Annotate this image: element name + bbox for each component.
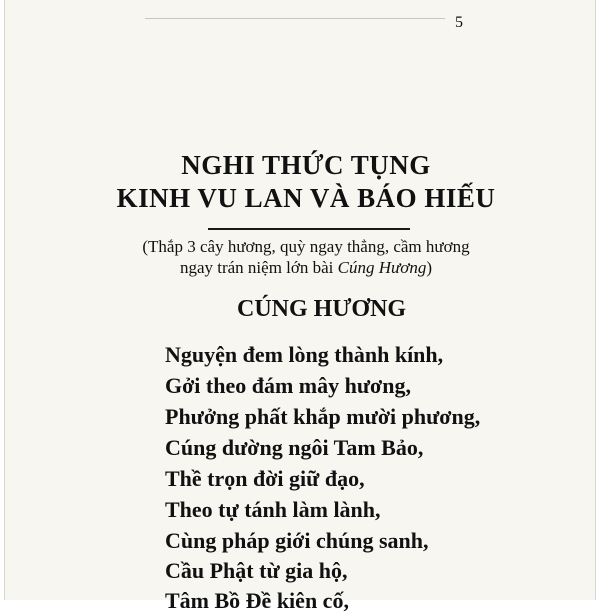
title-line-1: NGHI THỨC TỤNG (181, 150, 431, 180)
title-underline (208, 228, 410, 230)
verse-line: Phưởng phất khắp mười phương, (165, 404, 481, 429)
verse-line: Cầu Phật từ gia hộ, (165, 558, 348, 583)
verse-line: Cúng dường ngôi Tam Bảo, (165, 435, 424, 460)
instruction-note (141, 236, 471, 278)
verse-line: Cùng pháp giới chúng sanh, (165, 528, 429, 553)
verse-line: Gởi theo đám mây hương, (165, 373, 411, 398)
header-rule (145, 18, 445, 19)
verse-line: Nguyện đem lòng thành kính, (165, 342, 444, 367)
verse-line: Theo tự tánh làm lành, (165, 497, 381, 522)
instruction-text: (Thắp 3 cây hương, quỳ ngay thẳng, cầm hương ngay trán niệm lớn bài (142, 237, 470, 277)
section-heading: CÚNG HƯƠNG (237, 296, 407, 322)
verse-line: Tâm Bồ Đề kiên cố, (165, 588, 349, 613)
verse-line: Thề trọn đời giữ đạo, (165, 466, 365, 491)
instruction-italic: Cúng Hương (337, 258, 427, 277)
page-number: 5 (455, 14, 463, 31)
book-page (4, 0, 596, 613)
title-line-2: KINH VU LAN VÀ BÁO HIẾU (116, 183, 496, 213)
instruction-close: ) (426, 258, 433, 277)
